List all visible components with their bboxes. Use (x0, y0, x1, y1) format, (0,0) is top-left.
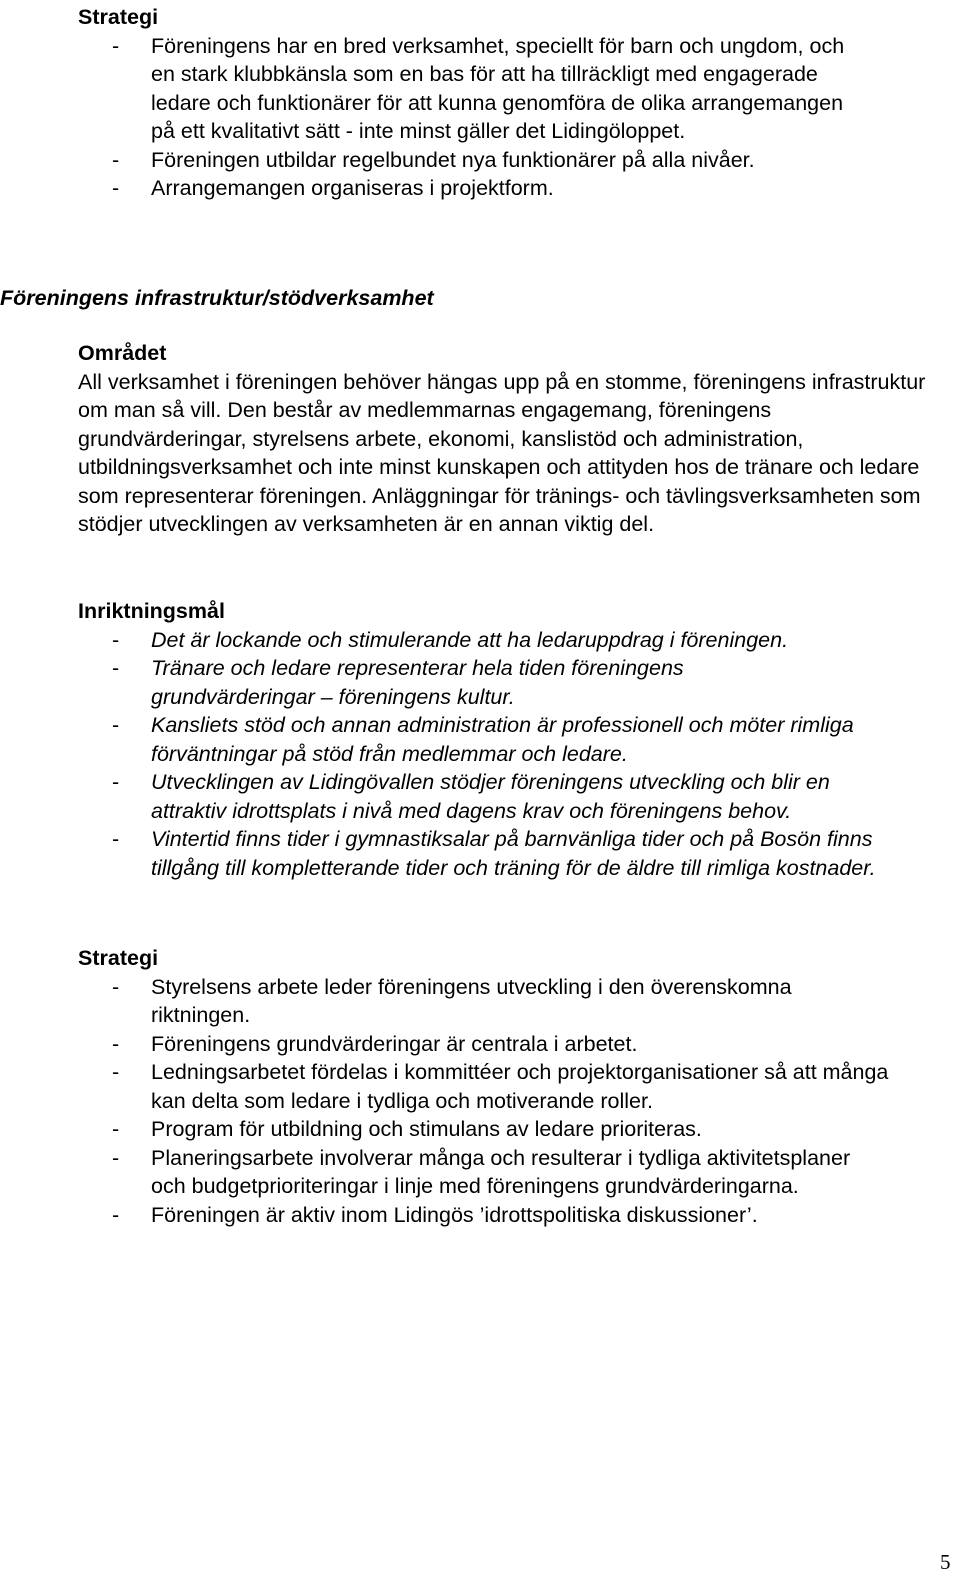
strategy-section-top (78, 3, 958, 203)
list-item-text: Föreningen är aktiv inom Lidingös ’idrottspolitiska diskussioner’. (151, 1202, 758, 1227)
strategy-heading-bottom: Strategi (78, 946, 159, 970)
list-item-text: Föreningen utbildar regelbundet nya funktionärer på alla nivåer. (151, 147, 755, 172)
list-dash: - (112, 974, 120, 999)
list-dash: - (112, 147, 120, 172)
list-item-text: Vintertid finns tider i gymnastiksalar på barnvänliga tider och på Bosön finns tillgång till kompletterande tider och träning för de äldre till rimliga kostnader. (151, 827, 876, 880)
area-heading: Området (78, 341, 167, 365)
list-item (0, 174, 871, 203)
list-item (0, 146, 871, 175)
list-dash: - (112, 176, 120, 200)
list-item (0, 1201, 881, 1230)
list-dash: - (112, 627, 120, 652)
list-item (0, 32, 871, 146)
list-dash: - (112, 656, 120, 680)
list-item-text: Program för utbildning och stimulans av ledare prioriteras. (151, 1117, 702, 1141)
infra-section-title-wrap (0, 284, 940, 313)
list-item (0, 626, 891, 655)
list-dash: - (112, 1060, 120, 1084)
list-item-text: Styrelsens arbete leder föreningens utveckling i den överenskomna riktningen. (151, 974, 792, 1027)
list-item (0, 825, 911, 882)
list-item-text: Föreningens grundvärderingar är centrala i arbetet. (151, 1031, 638, 1056)
list-item (0, 654, 851, 711)
list-item (0, 1144, 861, 1201)
list-item (0, 1115, 881, 1144)
list-item (0, 973, 881, 1030)
list-dash: - (112, 1031, 120, 1056)
list-dash: - (112, 770, 120, 794)
list-item-text: Det är lockande och stimulerande att ha ledaruppdrag i föreningen. (151, 627, 789, 652)
goals-list (0, 626, 880, 883)
page-number: 5 (940, 1550, 951, 1574)
strategy-section-bottom (78, 944, 958, 1229)
list-dash: - (112, 1145, 120, 1170)
list-item-text: Utvecklingen av Lidingövallen stödjer föreningens utveckling och blir en attraktiv idrottsplats i nivå med dagens krav och föreningens behov. (151, 770, 830, 823)
list-item-text: Kansliets stöd och annan administration är professionell och möter rimliga förväntningar på stöd från medlemmar och ledare. (151, 713, 854, 766)
strategy-list-top (0, 32, 880, 203)
list-item-text: Planeringsarbete involverar många och resulterar i tydliga aktivitetsplaner och budgetprioriteringar i linje med föreningens grundvärderingarna. (151, 1145, 851, 1198)
list-dash: - (112, 827, 120, 851)
goals-heading: Inriktningsmål (78, 599, 225, 623)
list-item (0, 768, 911, 825)
list-dash: - (112, 1117, 120, 1141)
list-dash: - (112, 33, 120, 58)
list-item (0, 1030, 881, 1059)
goals-section (78, 597, 958, 882)
list-item (0, 711, 891, 768)
section-title: Föreningens infrastruktur/stödverksamhet (0, 286, 434, 310)
list-item-text: Arrangemangen organiseras i projektform. (151, 176, 554, 200)
list-item (0, 1058, 911, 1115)
list-item-text: Tränare och ledare representerar hela tiden föreningens grundvärderingar – föreningens kultur. (151, 656, 684, 709)
strategy-heading-top: Strategi (78, 5, 159, 29)
list-dash: - (112, 1202, 120, 1227)
list-item-text: Ledningsarbetet fördelas i kommittéer och projektorganisationer så att många kan delta som ledare i tydliga och motiverande roller. (151, 1060, 889, 1113)
area-paragraph: All verksamhet i föreningen behöver hängas upp på en stomme, föreningens infrastruktur om man så vill. Den består av medlemmarnas engagemang, föreningens grundvärderingar, styrelsens arbete, ekonomi, kanslistöd och administration, utbildningsverksamhet och inte minst kunskapen och attityden hos de tränare och ledare som representerar föreningen. Anläggningar för tränings- och tävlingsverksamheten som stödjer utvecklingen av verksamheten är en annan viktig del. (78, 369, 926, 536)
area-section (78, 339, 938, 539)
list-item-text: Föreningens har en bred verksamhet, speciellt för barn och ungdom, och en stark klubbkänsla som en bas för att ha tillräckligt med engagerade ledare och funktionärer för att kunna genomföra de olika arrangemangen på ett kvalitativt sätt - inte minst gäller det Lidingöloppet. (151, 33, 845, 143)
strategy-list-bottom (0, 973, 889, 1230)
list-dash: - (112, 713, 120, 737)
